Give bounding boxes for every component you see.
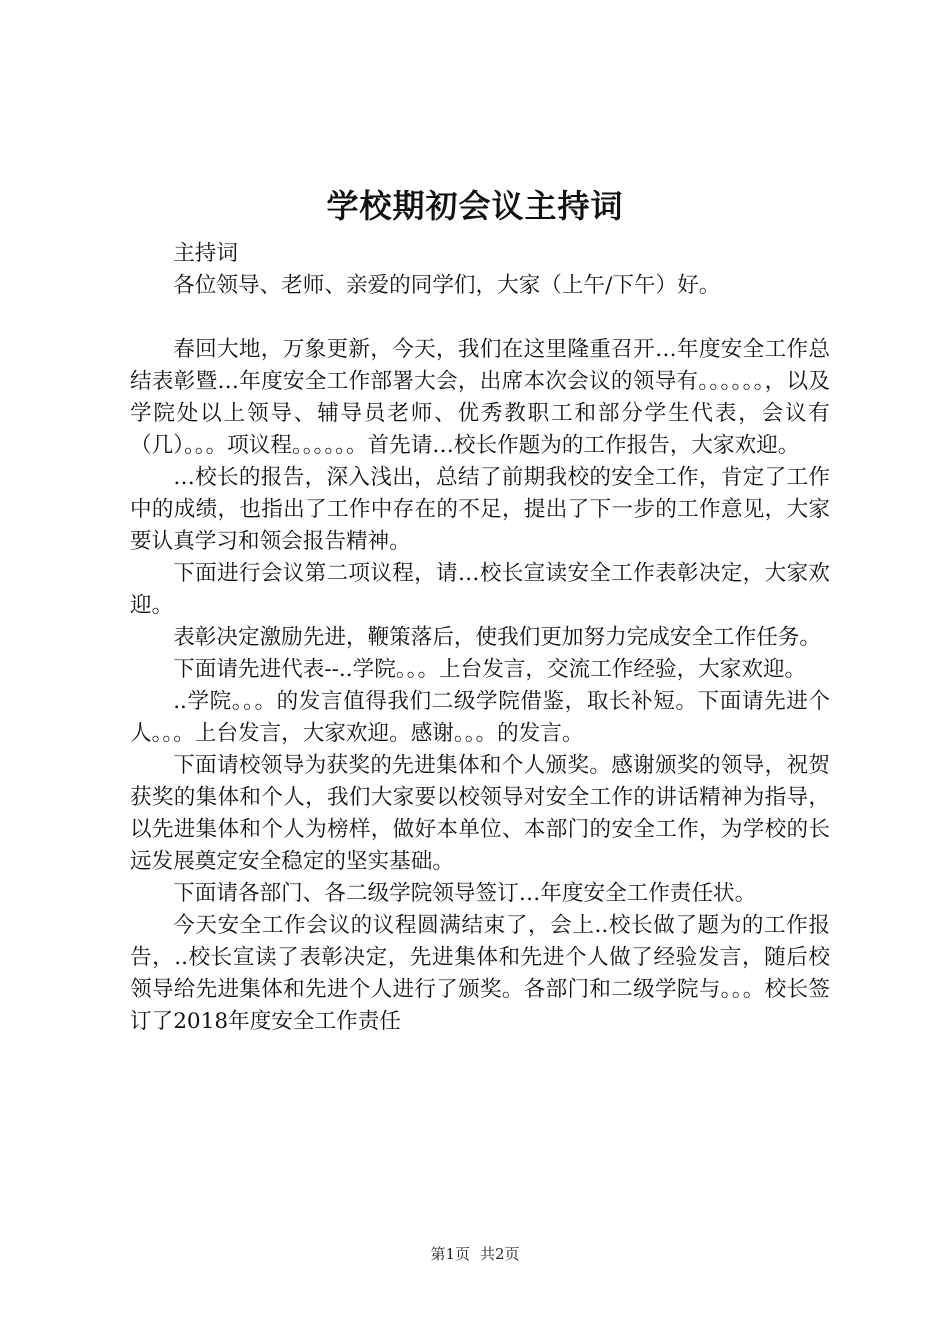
- page-number: 第1页: [430, 1245, 470, 1263]
- body-paragraph: ..学院。。。的发言值得我们二级学院借鉴，取长补短。下面请先进个人。。。上台发言，大家欢迎。感谢。。。的发言。: [130, 689, 830, 746]
- subheading: 主持词: [173, 241, 238, 266]
- body-paragraph: 春回大地，万象更新，今天，我们在这里隆重召开…年度安全工作总结表彰暨…年度安全工作部署大会，出席本次会议的领导有。。。。。。，以及学院处以上领导、辅导员老师、优秀教职工和部分学生代表，会议有（几）。。。项议程。。。。。。首先请…校长作题为的工作报告，大家欢迎。: [130, 337, 830, 458]
- body-paragraph: 下面进行会议第二项议程，请…校长宣读安全工作表彰决定，大家欢迎。: [130, 561, 830, 618]
- page-footer: [0, 1243, 950, 1265]
- body-paragraph: 今天安全工作会议的议程圆满结束了，会上..校长做了题为的工作报告，..校长宣读了表彰决定，先进集体和先进个人做了经验发言，随后校领导给先进集体和先进个人进行了颁奖。各部门和二级学院与。。。校长签订了2018年度安全工作责任: [130, 913, 830, 1034]
- body-paragraph: 表彰决定激励先进，鞭策落后，使我们更加努力完成安全工作任务。: [173, 625, 822, 650]
- document-title: 学校期初会议主持词: [326, 187, 624, 225]
- page-total: 共2页: [480, 1245, 520, 1263]
- greeting-paragraph: 各位领导、老师、亲爱的同学们，大家（上午/下午）好。: [173, 273, 721, 298]
- body-paragraph: 下面请先进代表--..学院。。。上台发言，交流工作经验，大家欢迎。: [173, 657, 807, 682]
- body-paragraph: …校长的报告，深入浅出，总结了前期我校的安全工作，肯定了工作中的成绩，也指出了工作中存在的不足，提出了下一步的工作意见，大家要认真学习和领会报告精神。: [130, 465, 830, 554]
- document-body: [130, 238, 830, 1038]
- body-paragraph: 下面请校领导为获奖的先进集体和个人颁奖。感谢颁奖的领导，祝贺获奖的集体和个人，我们大家要以校领导对安全工作的讲话精神为指导，以先进集体和个人为榜样，做好本单位、本部门的安全工作，为学校的长远发展奠定安全稳定的坚实基础。: [130, 753, 830, 874]
- body-paragraph: 下面请各部门、各二级学院领导签订…年度安全工作责任状。: [173, 881, 757, 906]
